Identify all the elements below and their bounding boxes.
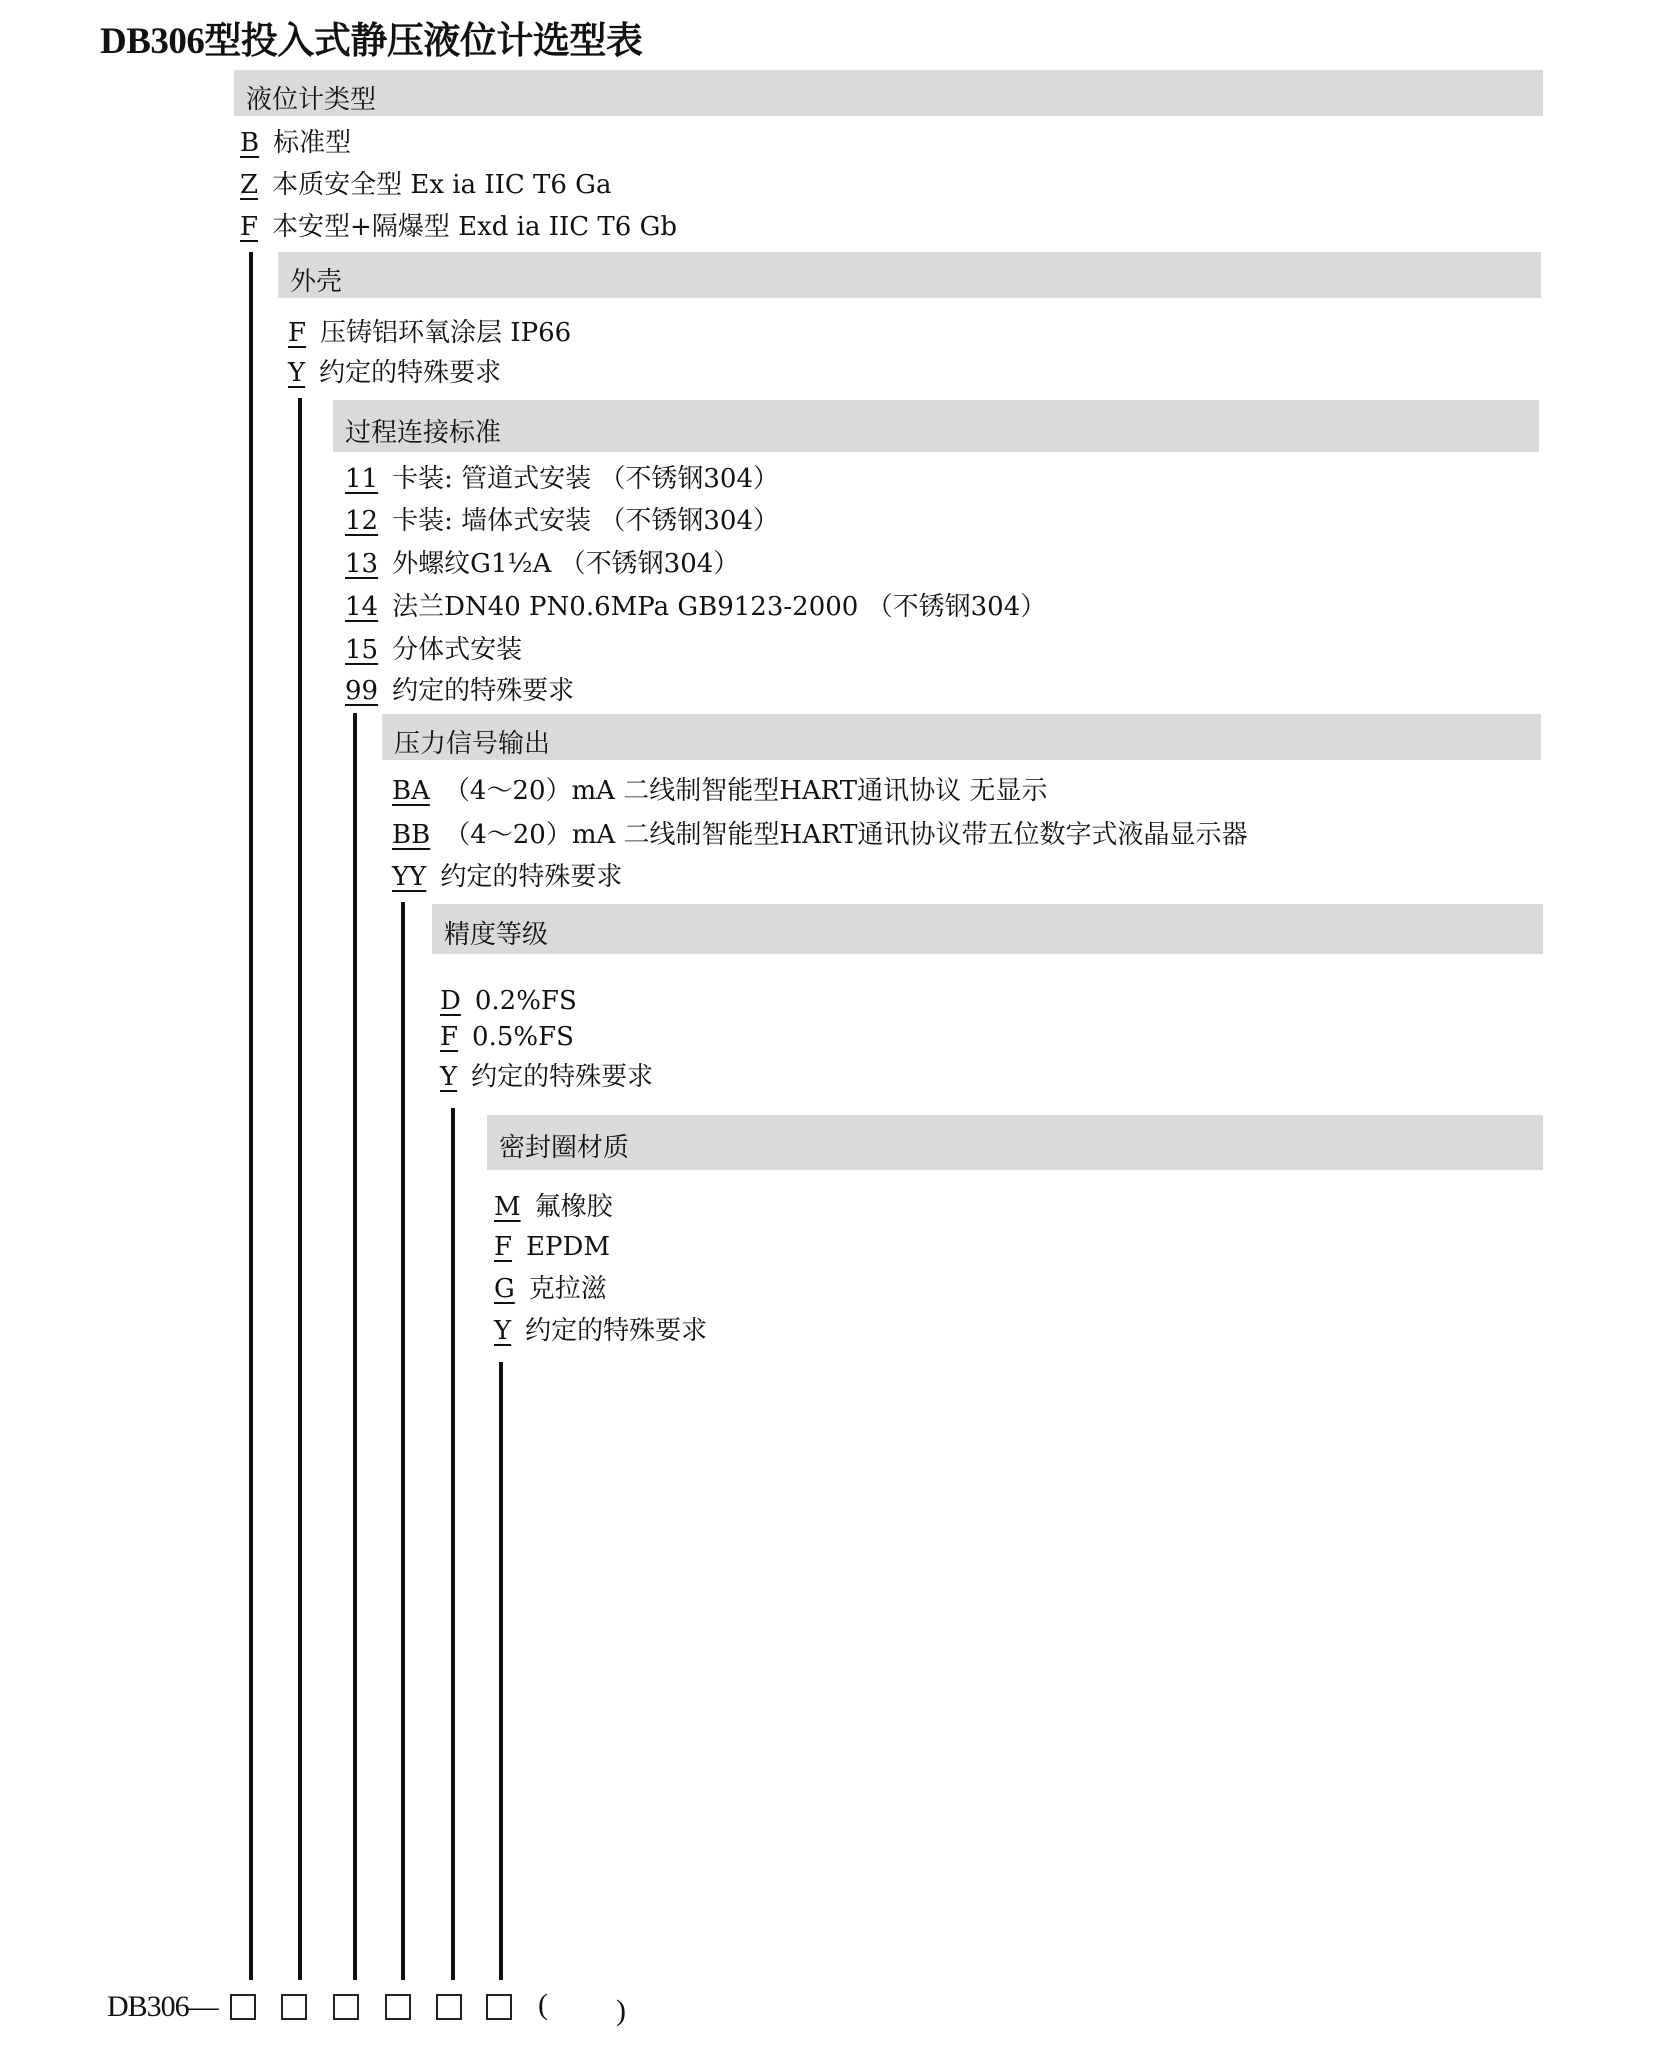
option-code: F: [288, 318, 307, 348]
code-slot-box: [230, 1994, 256, 2020]
connector-line-signal-output: [401, 902, 405, 1980]
section-header-label: 液位计类型: [246, 85, 377, 115]
option-row: [345, 504, 779, 538]
option-code: F: [240, 212, 259, 242]
option-code: Y: [288, 358, 306, 388]
option-row: [494, 1230, 610, 1264]
option-code: D: [440, 986, 461, 1016]
option-code: BB: [392, 820, 431, 850]
code-slot-box: [385, 1994, 411, 2020]
option-label: 本安型+隔爆型 Exd ia IIC T6 Gb: [272, 212, 677, 242]
connector-line-housing: [298, 398, 302, 1980]
model-code-prefix: DB306—: [107, 1990, 218, 2023]
section-header-pressure-signal-output: [382, 714, 1541, 760]
option-code: F: [440, 1022, 459, 1052]
section-header-level-gauge-type: [234, 70, 1543, 116]
option-label: 法兰DN40 PN0.6MPa GB9123-2000 （不锈钢304）: [392, 592, 1047, 622]
option-label: （4～20）mA 二线制智能型HART通讯协议带五位数字式液晶显示器: [444, 820, 1248, 850]
option-row: [392, 860, 622, 894]
option-row: [240, 126, 351, 160]
section-header-label: 密封圈材质: [499, 1133, 630, 1163]
connector-line-process-connection: [353, 713, 357, 1980]
option-row: [440, 1060, 653, 1094]
option-code: 99: [345, 676, 379, 706]
option-code: 13: [345, 549, 379, 579]
option-label: 分体式安装: [392, 635, 523, 665]
option-row: [288, 316, 571, 350]
option-label: 外螺纹G1½A （不锈钢304）: [392, 549, 740, 579]
option-label: 0.2%FS: [474, 986, 577, 1016]
section-header-housing: [278, 252, 1541, 298]
option-label: （4～20）mA 二线制智能型HART通讯协议 无显示: [443, 776, 1048, 806]
option-code: Z: [240, 170, 259, 200]
option-label: EPDM: [526, 1232, 610, 1262]
option-row: [240, 210, 677, 244]
option-label: 卡装: 管道式安装 （不锈钢304）: [392, 464, 780, 494]
code-slot-box: [486, 1994, 512, 2020]
section-header-label: 精度等级: [444, 920, 549, 950]
option-code: 14: [345, 592, 379, 622]
section-header-label: 过程连接标准: [345, 418, 502, 448]
option-code: F: [494, 1232, 513, 1262]
paren-close: ): [616, 1994, 626, 2027]
option-label: 本质安全型 Ex ia IIC T6 Ga: [272, 170, 612, 200]
section-header-accuracy-class: [432, 904, 1543, 954]
paren-open: (: [538, 1988, 548, 2021]
option-row: [345, 674, 574, 708]
connector-line-seal: [499, 1362, 503, 1980]
option-code: 15: [345, 635, 379, 665]
page-title: DB306型投入式静压液位计选型表: [100, 21, 643, 62]
option-row: [345, 462, 779, 496]
option-row: [345, 590, 1046, 624]
option-code: M: [494, 1192, 521, 1222]
option-row: [440, 984, 577, 1018]
option-row: [392, 774, 1047, 808]
code-slot-box: [436, 1994, 462, 2020]
option-label: 克拉滋: [528, 1274, 607, 1304]
option-row: [494, 1190, 613, 1224]
section-header-label: 外壳: [290, 267, 343, 297]
option-label: 压铸铝环氧涂层 IP66: [320, 318, 572, 348]
option-code: G: [494, 1274, 515, 1304]
section-header-label: 压力信号输出: [394, 729, 551, 759]
option-row: [494, 1314, 707, 1348]
section-header-process-connection: [333, 400, 1539, 452]
connector-line-type: [249, 252, 253, 1980]
option-label: 卡装: 墙体式安装 （不锈钢304）: [392, 506, 780, 536]
option-code: Y: [494, 1316, 512, 1346]
connector-line-accuracy: [451, 1108, 455, 1980]
option-row: [288, 356, 501, 390]
option-code: BA: [392, 776, 430, 806]
option-code: Y: [440, 1062, 458, 1092]
option-label: 约定的特殊要求: [440, 862, 623, 892]
option-code: 11: [345, 464, 379, 494]
option-code: B: [240, 128, 260, 158]
option-label: 约定的特殊要求: [319, 358, 502, 388]
option-label: 标准型: [273, 128, 352, 158]
option-label: 氟橡胶: [534, 1192, 613, 1222]
option-row: [440, 1020, 574, 1054]
code-slot-box: [281, 1994, 307, 2020]
option-row: [240, 168, 611, 202]
option-label: 约定的特殊要求: [525, 1316, 708, 1346]
option-code: YY: [392, 862, 427, 892]
option-row: [345, 547, 739, 581]
option-row: [345, 633, 522, 667]
option-code: 12: [345, 506, 379, 536]
option-row: [494, 1272, 607, 1306]
option-label: 约定的特殊要求: [392, 676, 575, 706]
code-slot-box: [333, 1994, 359, 2020]
section-header-seal-material: [487, 1115, 1543, 1170]
option-label: 0.5%FS: [472, 1022, 574, 1052]
option-row: [392, 818, 1247, 852]
option-label: 约定的特殊要求: [471, 1062, 654, 1092]
